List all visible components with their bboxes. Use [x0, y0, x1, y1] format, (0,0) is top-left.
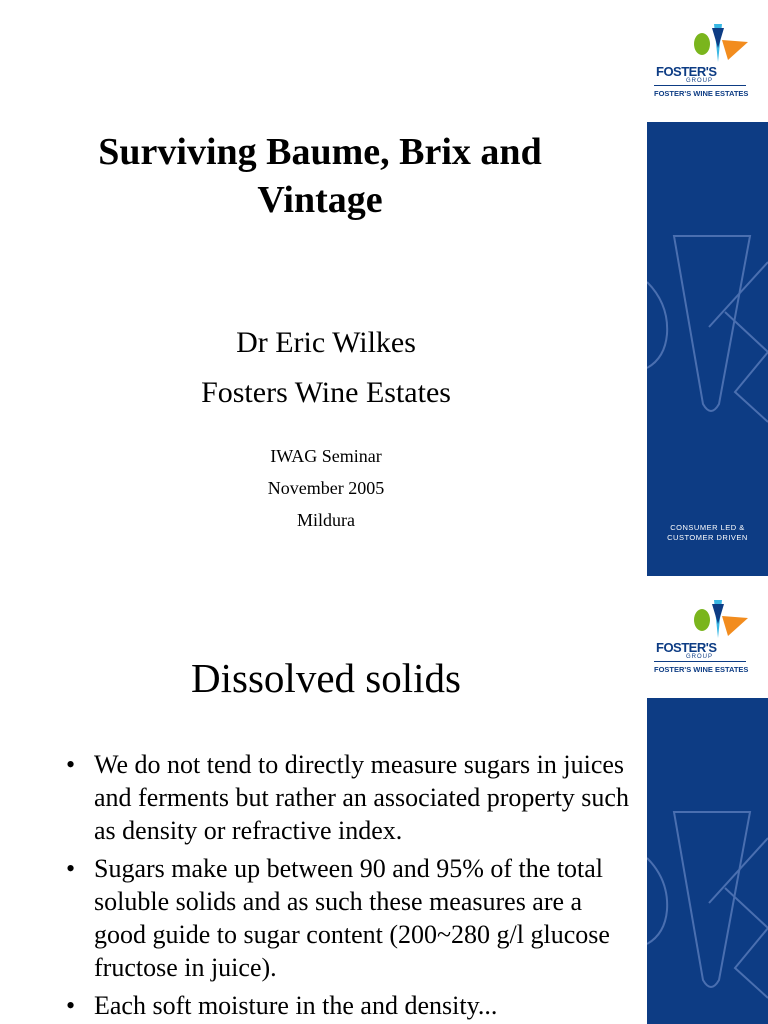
- author-block: [30, 318, 622, 418]
- fosters-logo: [652, 22, 762, 102]
- title-line-1: Surviving Baume, Brix and: [98, 131, 542, 173]
- event-name: IWAG Seminar: [270, 446, 382, 466]
- author-name: Dr Eric Wilkes: [236, 326, 416, 359]
- bullet-text: Each soft moisture in the and density...: [94, 991, 498, 1020]
- content-slide: [0, 576, 768, 1024]
- bullet-list: [60, 748, 630, 1024]
- brand-name: FOSTER'S: [656, 640, 717, 655]
- fosters-emblem-icon: [652, 598, 762, 642]
- wineglass-watermark-icon: [647, 698, 768, 1024]
- presentation-title: [30, 128, 610, 224]
- bullet-marker: •: [66, 750, 76, 779]
- title-line-2: Vintage: [257, 179, 383, 221]
- logo-divider: [654, 85, 746, 86]
- slide-heading: Dissolved solids: [191, 655, 461, 701]
- brand-group: GROUP: [686, 78, 714, 84]
- bullet-marker: •: [66, 991, 76, 1020]
- brand-sidebar: [647, 122, 768, 576]
- brand-sidebar: [647, 698, 768, 1024]
- list-item: [60, 852, 630, 984]
- fosters-emblem-icon: [652, 22, 762, 66]
- event-location: Mildura: [297, 510, 355, 530]
- brand-tagline: [647, 523, 768, 543]
- brand-group: GROUP: [686, 654, 714, 660]
- event-date: November 2005: [267, 478, 385, 498]
- author-organization: Fosters Wine Estates: [201, 376, 451, 409]
- wineglass-watermark-icon: [647, 122, 768, 576]
- bullet-marker: •: [66, 854, 76, 883]
- brand-division: FOSTER'S WINE ESTATES: [654, 665, 749, 674]
- fosters-logo: [652, 598, 762, 678]
- list-item: [60, 989, 630, 1022]
- tagline-line-2: CUSTOMER DRIVEN: [667, 533, 748, 542]
- bullet-text: We do not tend to directly measure sugars in juices and ferments but rather an associated property such as density or refractive index.: [94, 750, 629, 845]
- brand-division: FOSTER'S WINE ESTATES: [654, 89, 749, 98]
- tagline-line-1: CONSUMER LED &: [670, 523, 745, 532]
- list-item: [60, 748, 630, 847]
- brand-name: FOSTER'S: [656, 64, 717, 79]
- event-block: [30, 440, 622, 536]
- bullet-text: Sugars make up between 90 and 95% of the total soluble solids and as such these measures are a good guide to sugar content (200~280 g/l glucose fructose in juice).: [94, 854, 610, 982]
- logo-divider: [654, 661, 746, 662]
